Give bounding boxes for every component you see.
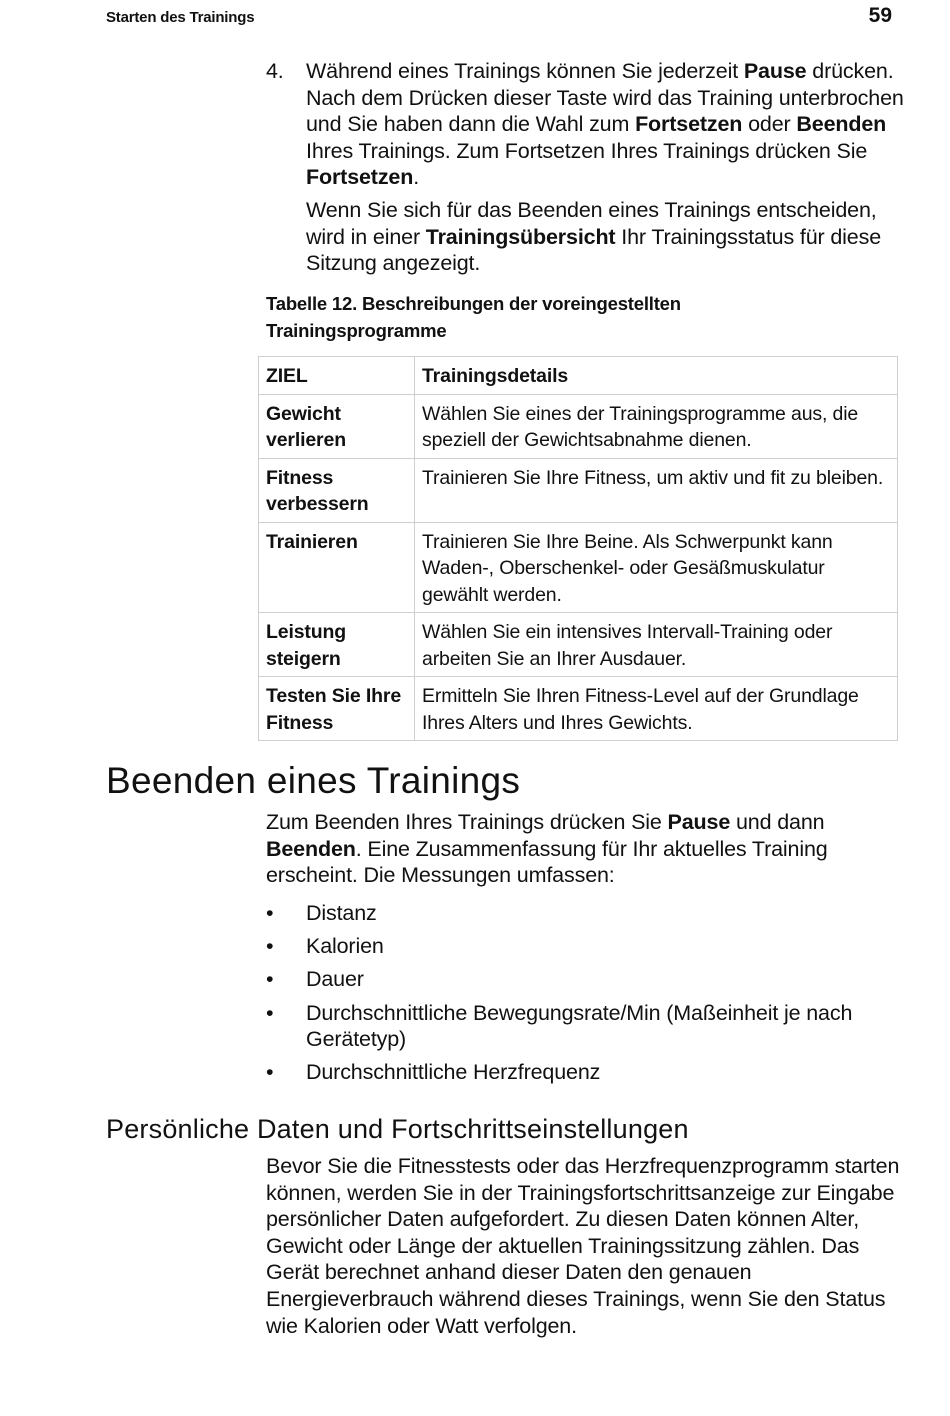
- section-heading-end-training: Beenden eines Trainings: [106, 760, 521, 801]
- column-header-details: Trainingsdetails: [415, 357, 898, 395]
- list-item: [266, 933, 896, 960]
- bullet-icon: •: [266, 967, 274, 992]
- text-run: Zum Beenden Ihres Trainings drücken Sie: [266, 810, 668, 834]
- list-item: [266, 1059, 896, 1086]
- text-run-bold: Fortsetzen: [635, 112, 743, 137]
- personal-data-paragraph: Bevor Sie die Fitnesstests oder das Herzfrequenzprogramm starten können, werden Sie in der Trainingsfortschrittsanzeige zur Eingabe persönlicher Daten aufgefordert. Zu diesen Daten können Alter, Gewicht oder Länge der aktuellen Trainingssitzung zählen. Das Gerät berechnet anhand dieser Daten den genauen Energieverbrauch während dieses Trainings, wenn Sie den Status wie Kalorien oder Watt verfolgen.: [266, 1154, 900, 1338]
- text-run-bold: Beenden: [266, 836, 356, 861]
- table-row: [259, 458, 898, 522]
- step-paragraph-2: [306, 197, 906, 277]
- list-item-text: Durchschnittliche Herzfrequenz: [306, 1060, 601, 1085]
- training-programs-table: [258, 356, 898, 741]
- table-row: [259, 677, 898, 741]
- text-run: Ihres Trainings. Zum Fortsetzen Ihres Trainings drücken Sie: [306, 138, 868, 163]
- page-number: 59: [868, 4, 892, 27]
- bullet-icon: •: [266, 1000, 274, 1025]
- list-item: [266, 1000, 896, 1053]
- step-4: [266, 58, 906, 277]
- list-item-text: Durchschnittliche Bewegungsrate/Min (Maßeinheit je nach Gerätetyp): [306, 1000, 853, 1052]
- text-run-bold: Trainingsübersicht: [425, 224, 616, 249]
- table-caption: Tabelle 12. Beschreibungen der voreingestellten Trainingsprogramme: [266, 293, 681, 341]
- goal-cell: Testen Sie Ihre Fitness: [259, 677, 415, 741]
- step-paragraph-1: [306, 58, 906, 191]
- detail-cell: Wählen Sie eines der Trainingsprogramme aus, die speziell der Gewichtsabnahme dienen.: [415, 394, 898, 458]
- goal-cell: Fitness verbessern: [259, 458, 415, 522]
- column-header-goal: ZIEL: [259, 357, 415, 395]
- list-item-text: Kalorien: [306, 934, 384, 959]
- table-row: [259, 522, 898, 613]
- section-heading-personal-data: Persönliche Daten und Fortschrittseinstellungen: [106, 1114, 689, 1144]
- text-run: .: [413, 165, 420, 190]
- text-run: oder: [742, 112, 797, 137]
- goal-cell: Trainieren: [259, 522, 415, 613]
- text-run: und dann: [730, 810, 825, 834]
- end-training-paragraph: [266, 809, 896, 889]
- table-row: [259, 394, 898, 458]
- list-item-text: Dauer: [306, 967, 364, 992]
- list-item: [266, 966, 896, 993]
- detail-cell: Trainieren Sie Ihre Beine. Als Schwerpunkt kann Waden-, Oberschenkel- oder Gesäßmuskulatur gewählt werden.: [415, 522, 898, 613]
- text-run-bold: Beenden: [796, 112, 887, 137]
- text-run-bold: Fortsetzen: [306, 165, 414, 190]
- bullet-icon: •: [266, 1060, 274, 1085]
- text-run: Ihr Trainingsstatus für diese Sitzung angezeigt.: [306, 224, 882, 276]
- list-item: [266, 900, 896, 927]
- detail-cell: Wählen Sie ein intensives Intervall-Training oder arbeiten Sie an Ihrer Ausdauer.: [415, 613, 898, 677]
- text-run-bold: Pause: [667, 810, 731, 834]
- bullet-icon: •: [266, 934, 274, 959]
- text-run: drücken. Nach dem Drücken dieser Taste wird das Training unterbrochen und Sie haben dann die Wahl zum: [306, 59, 904, 137]
- measurements-list: [266, 900, 896, 1093]
- detail-cell: Ermitteln Sie Ihren Fitness-Level auf der Grundlage Ihres Alters und Ihres Gewichts.: [415, 677, 898, 741]
- text-run: . Eine Zusammenfassung für Ihr aktuelles Training erscheint. Die Messungen umfassen:: [266, 836, 828, 888]
- bullet-icon: •: [266, 901, 274, 925]
- table-row: [259, 613, 898, 677]
- table-header-row: [259, 357, 898, 395]
- goal-cell: Gewicht verlieren: [259, 394, 415, 458]
- running-header: Starten des Trainings: [106, 9, 255, 26]
- text-run-bold: Pause: [743, 59, 807, 83]
- list-item-text: Distanz: [306, 901, 377, 925]
- text-run: Wenn Sie sich für das Beenden eines Trainings entscheiden, wird in einer: [306, 197, 877, 249]
- text-run: Während eines Trainings können Sie jederzeit: [306, 59, 744, 83]
- step-text: [306, 58, 906, 277]
- detail-cell: Trainieren Sie Ihre Fitness, um aktiv und fit zu bleiben.: [415, 458, 898, 522]
- goal-cell: Leistung steigern: [259, 613, 415, 677]
- step-number: 4.: [266, 59, 284, 83]
